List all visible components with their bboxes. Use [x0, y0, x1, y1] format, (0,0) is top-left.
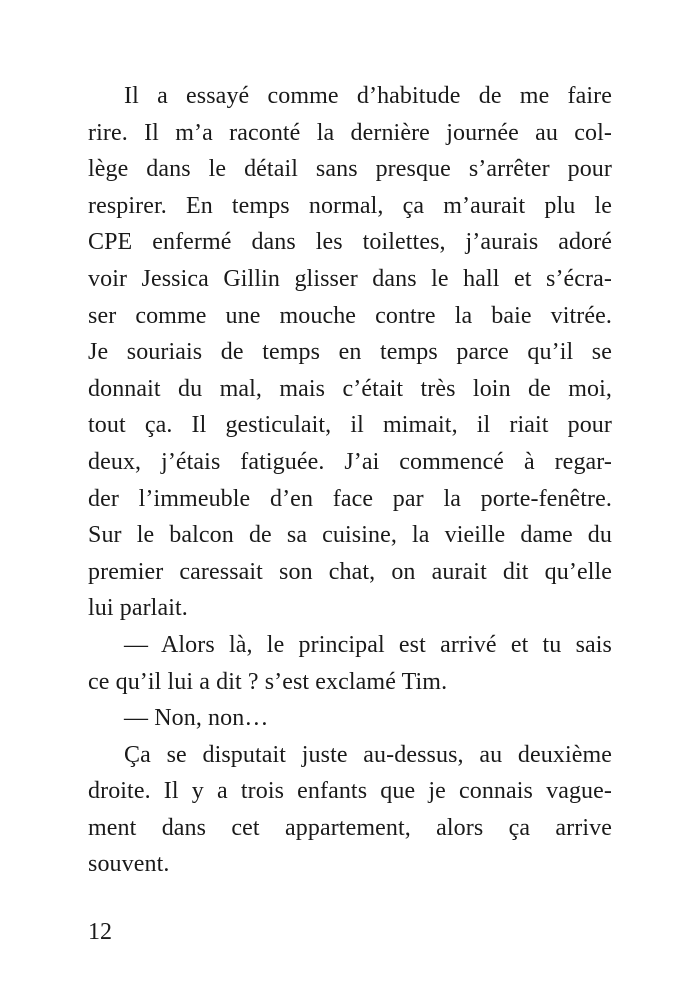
- text-line: droite. Il y a trois enfants que je connais vague-: [88, 778, 612, 805]
- page-number: 12: [88, 919, 112, 945]
- text-line: der l’immeuble d’en face par la porte-fenêtre.: [88, 485, 612, 512]
- text-line: lège dans le détail sans presque s’arrêter pour: [88, 156, 612, 183]
- text-line: donnait du mal, mais c’était très loin de moi,: [88, 375, 612, 402]
- dialogue-line: ce qu’il lui a dit ? s’est exclamé Tim.: [88, 668, 448, 695]
- book-page-text: [88, 78, 612, 883]
- text-line: Il a essayé comme d’habitude de me faire: [124, 83, 612, 109]
- text-line: lui parlait.: [88, 595, 188, 622]
- text-line: Sur le balcon de sa cuisine, la vieille dame du: [88, 522, 612, 549]
- text-line: CPE enfermé dans les toilettes, j’aurais adoré: [88, 229, 612, 256]
- text-line: ment dans cet appartement, alors ça arrive: [88, 814, 612, 841]
- text-line: tout ça. Il gesticulait, il mimait, il riait pour: [88, 412, 612, 439]
- dialogue-line: — Alors là, le principal est arrivé et tu sais: [124, 631, 612, 658]
- text-line: respirer. En temps normal, ça m’aurait plu le: [88, 192, 612, 219]
- text-line: premier caressait son chat, on aurait dit qu’elle: [88, 558, 612, 585]
- text-line: rire. Il m’a raconté la dernière journée au col-: [88, 119, 612, 146]
- text-line: deux, j’étais fatiguée. J’ai commencé à regar-: [88, 448, 612, 475]
- text-line: voir Jessica Gillin glisser dans le hall et s’écra-: [88, 265, 612, 292]
- text-line: Ça se disputait juste au-dessus, au deuxième: [124, 741, 612, 768]
- dialogue-line: — Non, non…: [124, 705, 269, 732]
- text-line: Je souriais de temps en temps parce qu’il se: [88, 339, 612, 366]
- text-line: souvent.: [88, 851, 170, 878]
- text-line: ser comme une mouche contre la baie vitrée.: [88, 302, 612, 329]
